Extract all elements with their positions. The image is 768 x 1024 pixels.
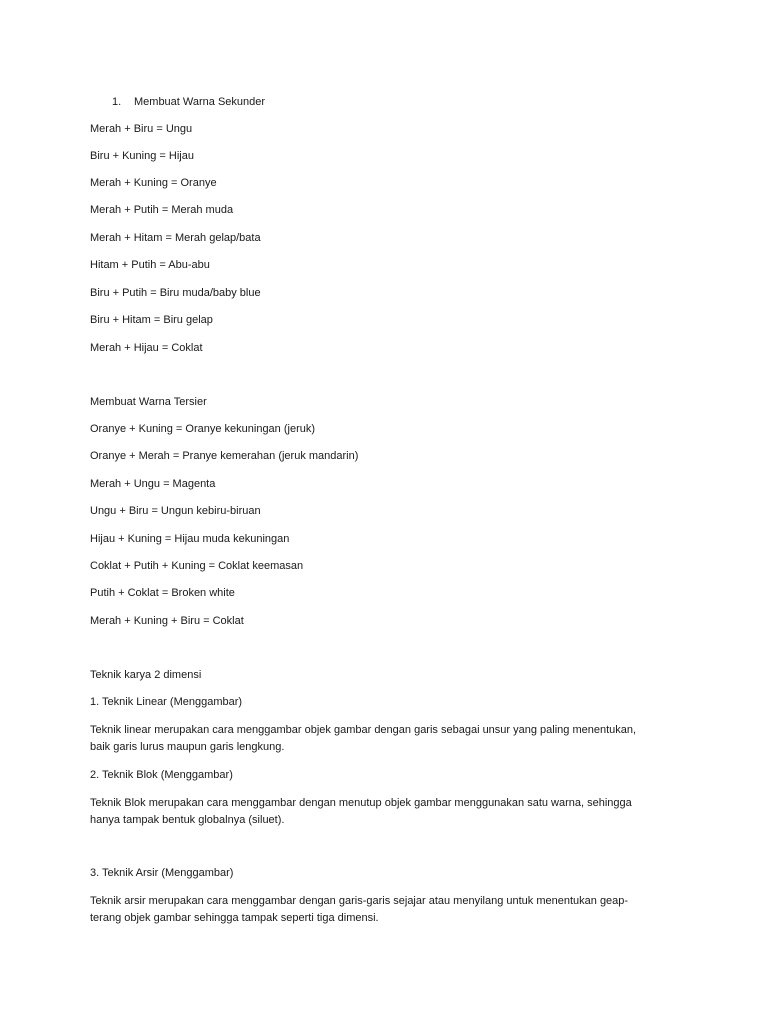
- technique-description-line: baik garis lurus maupun garis lengkung.: [90, 741, 285, 753]
- section2-line: Merah + Ungu = Magenta: [90, 478, 216, 490]
- section1-line: Hitam + Putih = Abu-abu: [90, 259, 210, 271]
- section1-line: Merah + Biru = Ungu: [90, 123, 193, 135]
- technique-description-line: Teknik Blok merupakan cara menggambar dengan menutup objek gambar menggunakan satu warna, sehingga: [90, 797, 632, 809]
- section1-line: Biru + Kuning = Hijau: [90, 150, 194, 162]
- section1-line: Biru + Hitam = Biru gelap: [90, 314, 213, 326]
- technique-title: 3. Teknik Arsir (Menggambar): [90, 867, 234, 879]
- section2-line: Merah + Kuning + Biru = Coklat: [90, 615, 244, 627]
- technique-description-line: Teknik arsir merupakan cara menggambar dengan garis-garis sejajar atau menyilang untuk menentukan geap-: [90, 895, 629, 907]
- section1-heading: [90, 95, 265, 109]
- section1-line: Merah + Kuning = Oranye: [90, 177, 217, 189]
- section2-line: Putih + Coklat = Broken white: [90, 587, 235, 599]
- section2-line: Coklat + Putih + Kuning = Coklat keemasan: [90, 560, 304, 572]
- section1-line: Merah + Hijau = Coklat: [90, 342, 203, 354]
- section1-title: Membuat Warna Sekunder: [134, 96, 266, 108]
- section2-heading: Membuat Warna Tersier: [90, 396, 207, 408]
- technique-title: 1. Teknik Linear (Menggambar): [90, 696, 243, 708]
- technique-description-line: terang objek gambar sehingga tampak seperti tiga dimensi.: [90, 912, 379, 924]
- section2-line: Hijau + Kuning = Hijau muda kekuningan: [90, 533, 290, 545]
- technique-description: [90, 893, 675, 927]
- section2-line: Oranye + Merah = Pranye kemerahan (jeruk mandarin): [90, 450, 359, 462]
- technique-description: [90, 722, 675, 756]
- section1-line: Biru + Putih = Biru muda/baby blue: [90, 287, 261, 299]
- section1-number: 1.: [112, 96, 122, 108]
- section2-line: Oranye + Kuning = Oranye kekuningan (jeruk): [90, 423, 316, 435]
- technique-title: 2. Teknik Blok (Menggambar): [90, 769, 233, 781]
- technique-description: [90, 795, 675, 829]
- technique-description-line: hanya tampak bentuk globalnya (siluet).: [90, 814, 285, 826]
- technique-description-line: Teknik linear merupakan cara menggambar objek gambar dengan garis sebagai unsur yang paling menentukan,: [90, 724, 637, 736]
- section3-heading: Teknik karya 2 dimensi: [90, 669, 202, 681]
- section1-line: Merah + Putih = Merah muda: [90, 204, 234, 216]
- section2-line: Ungu + Biru = Ungun kebiru-biruan: [90, 505, 261, 517]
- section1-line: Merah + Hitam = Merah gelap/bata: [90, 232, 261, 244]
